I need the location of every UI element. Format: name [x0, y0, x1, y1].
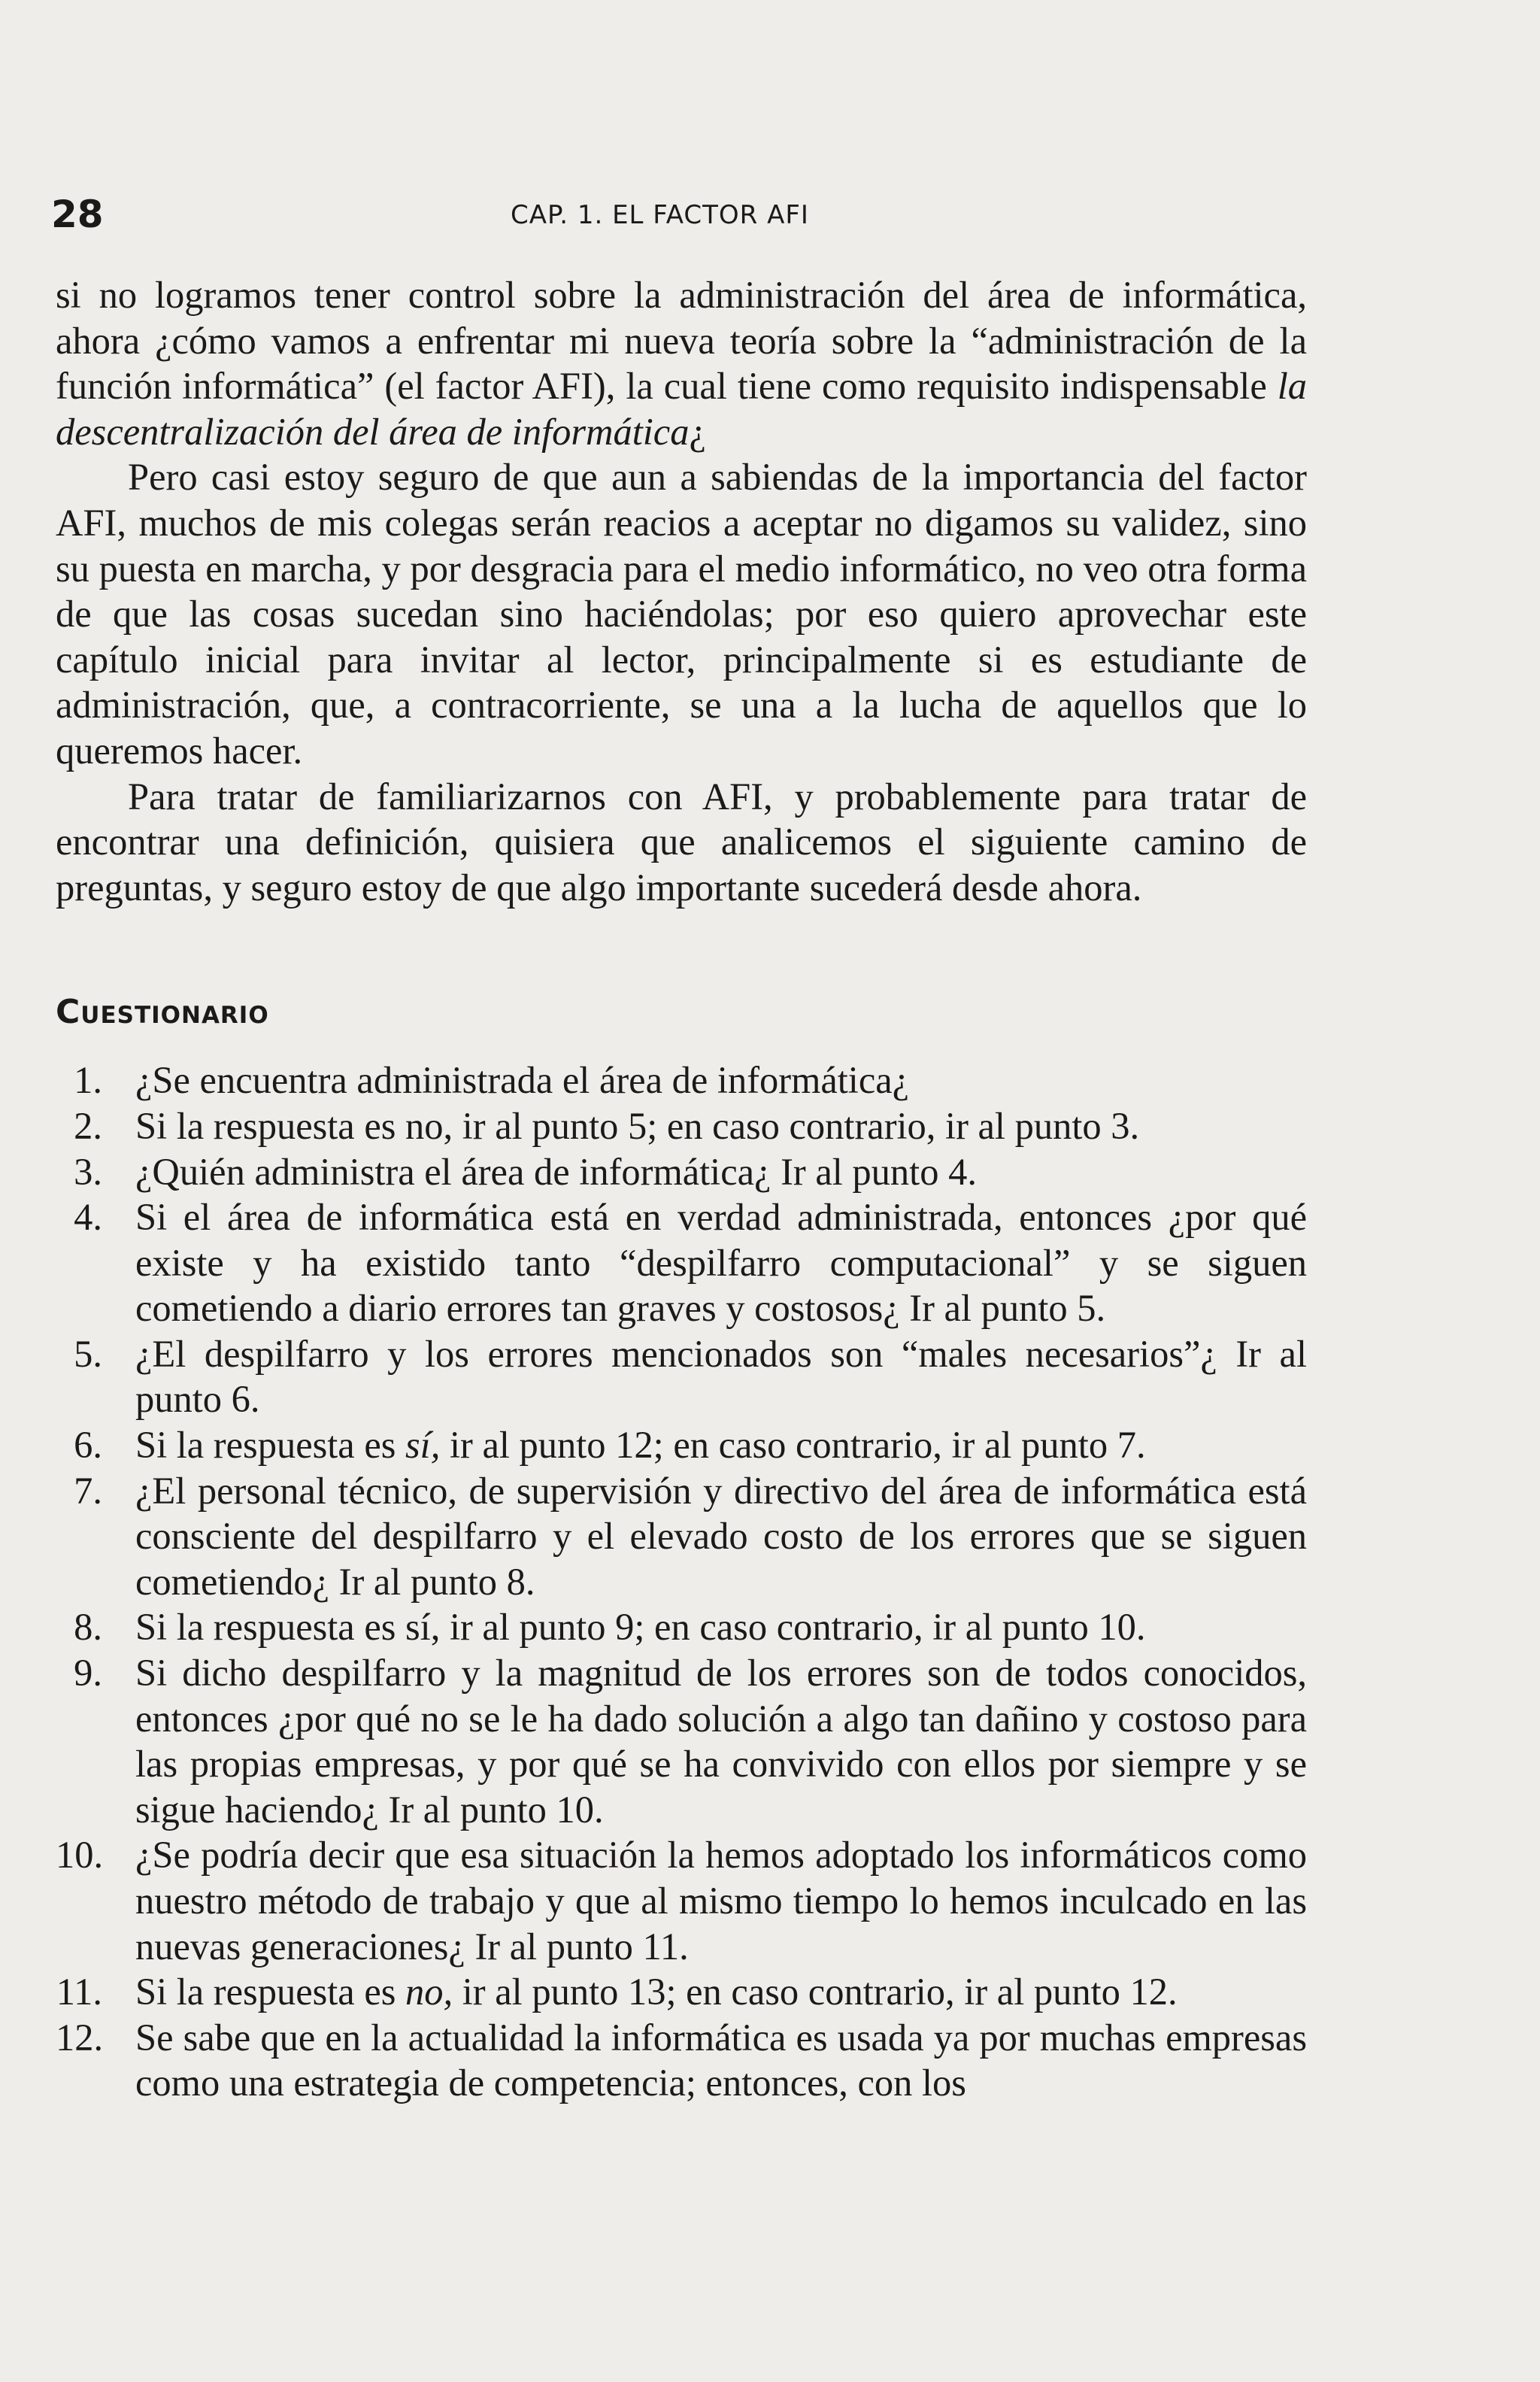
italic-text: sí, [405, 1424, 441, 1467]
question-item [56, 1194, 1307, 1331]
text-segment: Para tratar de familiarizarnos con AFI, y probablemente para tratar de encontrar una definición, quisiera que analicemos el siguiente camino de preguntas, y seguro estoy de que algo importante sucederá desde ahora. [56, 775, 1307, 909]
question-number: 12. [56, 2016, 104, 2059]
page-header [51, 193, 1314, 238]
text-segment: Si la respuesta es no, ir al punto 5; en caso contrario, ir al punto 3. [135, 1104, 1140, 1147]
question-item [56, 1604, 1307, 1650]
text-segment: ir al punto 13; en caso contrario, ir al punto 12. [453, 1971, 1178, 2013]
running-head: CAP. 1. EL FACTOR AFI [511, 200, 809, 230]
question-number: 6. [74, 1424, 102, 1467]
text-segment: ir al punto 12; en caso contrario, ir al punto 7. [440, 1424, 1146, 1467]
question-item [56, 1149, 1307, 1195]
question-number: 10. [56, 1834, 104, 1877]
page-number: 28 [51, 193, 104, 236]
text-segment: ¿Quién administra el área de informática¿ Ir al punto 4. [135, 1150, 977, 1193]
question-number: 9. [74, 1652, 102, 1695]
question-number: 5. [74, 1332, 102, 1375]
question-item [56, 1103, 1307, 1149]
text-segment: ¿ [689, 410, 706, 453]
italic-text: la descentralización del área de informática [56, 365, 1307, 453]
text-segment: Si la respuesta es sí, ir al punto 9; en caso contrario, ir al punto 10. [135, 1606, 1146, 1649]
question-number: 1. [74, 1059, 102, 1102]
text-segment: Se sabe que en la actualidad la informática es usada ya por muchas empresas como una estrategia de competencia; entonces, con los [135, 2016, 1307, 2104]
question-item [56, 1969, 1307, 2015]
question-item [56, 1331, 1307, 1422]
text-segment: Si dicho despilfarro y la magnitud de los errores son de todos conocidos, entonces ¿por qué no se le ha dado solución a algo tan dañino y costoso para las propias empresas, y por qué se ha convivido con ellos por siempre y se sigue haciendo¿ Ir al punto 10. [135, 1652, 1307, 1831]
question-item [56, 1832, 1307, 1969]
question-number: 11. [56, 1971, 102, 2013]
question-item [56, 1057, 1307, 1103]
question-number: 4. [74, 1196, 102, 1239]
text-segment: Si el área de informática está en verdad administrada, entonces ¿por qué existe y ha existido tanto “despilfarro computacional” y se siguen cometiendo a diario errores tan graves y costosos¿ Ir al punto 5. [135, 1196, 1307, 1330]
text-segment: ¿El despilfarro y los errores mencionados son “males necesarios”¿ Ir al punto 6. [135, 1332, 1307, 1421]
question-item [56, 1650, 1307, 1832]
question-item [56, 1422, 1307, 1468]
question-item [56, 1468, 1307, 1605]
question-number: 7. [74, 1469, 102, 1512]
question-number: 3. [74, 1150, 102, 1193]
text-segment: Si la respuesta es [135, 1424, 406, 1467]
text-segment: Pero casi estoy seguro de que aun a sabiendas de la importancia del factor AFI, muchos de mis colegas serán reacios a aceptar no digamos su validez, sino su puesta en marcha, y por desgracia para el medio informático, no veo otra forma de que las cosas sucedan sino haciéndolas; por eso quiero aprovechar este capítulo inicial para invitar al lector, principalmente si es estudiante de administración, que, a contracorriente, se una a la lucha de aquellos que lo queremos hacer. [56, 456, 1307, 772]
question-item [56, 2015, 1307, 2106]
question-number: 2. [74, 1104, 102, 1147]
section-title: Cuestionario [56, 993, 269, 1032]
question-number: 8. [74, 1606, 102, 1649]
text-segment: ¿Se encuentra administrada el área de informática¿ [135, 1059, 910, 1102]
question-list [56, 1057, 1307, 2106]
text-segment: ¿Se podría decir que esa situación la hemos adoptado los informáticos como nuestro método de trabajo y que al mismo tiempo lo hemos inculcado en las nuevas generaciones¿ Ir al punto 11. [135, 1834, 1307, 1968]
italic-text: no, [405, 1971, 453, 2013]
page-body [56, 272, 1307, 2106]
text-segment: ¿El personal técnico, de supervisión y directivo del área de informática está consciente del despilfarro y el elevado costo de los errores que se siguen cometiendo¿ Ir al punto 8. [135, 1469, 1307, 1603]
text-segment: si no logramos tener control sobre la administración del área de informática, ahora ¿cómo vamos a enfrentar mi nueva teoría sobre la “administración de la función informática” (el factor AFI), la cual tiene como requisito indispensable [56, 274, 1307, 408]
paragraph [56, 454, 1307, 773]
text-segment: Si la respuesta es [135, 1971, 406, 2013]
paragraph [56, 272, 1307, 454]
body-text [56, 272, 1307, 910]
paragraph [56, 774, 1307, 911]
